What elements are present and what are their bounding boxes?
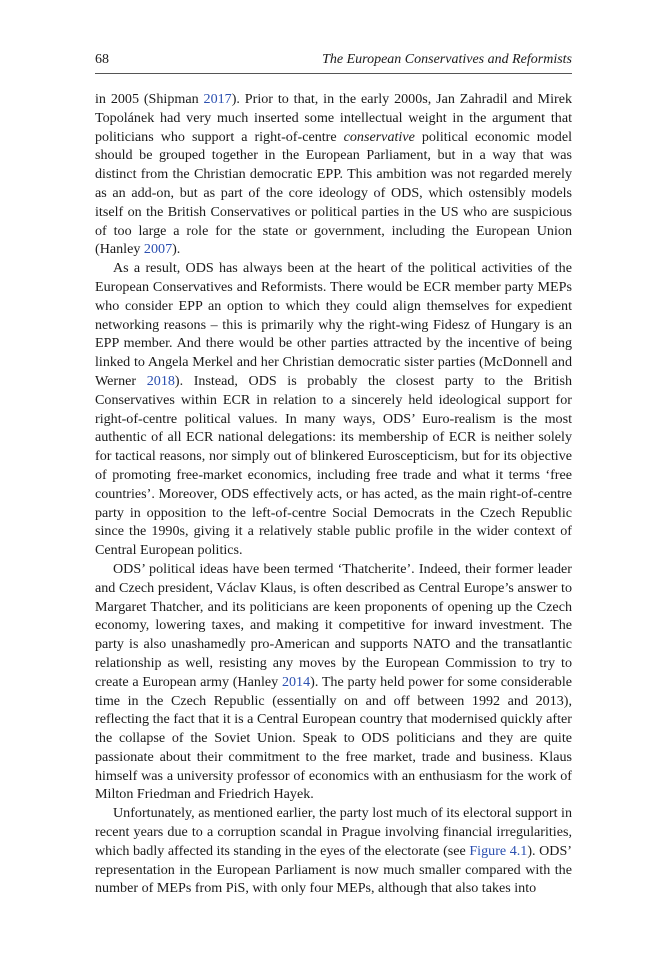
paragraph: [95, 259, 572, 560]
text-run: ODS’ political ideas have been termed ‘Thatcherite’. Indeed, their former leader and Czech president, Václav Klaus, is often described as Central Europe’s answer to Margaret Thatcher, and its politicians are keen proponents of opening up the Czech economy, lowering taxes, and making it competitive for inward investment. The party is also unashamedly pro-American and supports NATO and the transatlantic relationship as well, resisting any moves by the European Commission to try to create a European army (Hanley: [95, 560, 572, 690]
citation-link[interactable]: Figure 4.1: [469, 842, 528, 859]
text-run: ). ODS’ representation in the European Parliament is now much smaller compared with the number of MEPs from PiS, with only four MEPs, although that also takes into: [95, 842, 572, 897]
text-run: As a result, ODS has always been at the heart of the political activities of the European Conservatives and Reformists. There would be ECR member party MEPs who consider EPP an option to which they could align themselves for expedient networking reasons – this is primarily why the right-wing Fidesz of Hungary is an EPP member. And there would be other parties attracted by the incentive of being linked to Angela Merkel and her Christian democratic sister parties (McDonnell and Werner: [95, 260, 572, 389]
text-run: ).: [172, 241, 181, 258]
text-run: ). Prior to that, in the early 2000s, Jan Zahradil and Mirek Topolánek had very much inserted some intellectual weight in the argument that politicians who support a right-of-centre: [95, 91, 572, 145]
citation-link[interactable]: 2014: [281, 673, 311, 690]
citation-link[interactable]: 2017: [203, 91, 232, 107]
text-run: ). The party held power for some considerable time in the Czech Republic (essentially on and off between 1992 and 2013), reflecting the fact that it is a Central European country that modernised quickly after the collapse of the Soviet Union. Speak to ODS politicians and they are quite passionate about their commitment to the free market, trade and business. Klaus himself was a university professor of economics with an enthusiasm for the work of Milton Friedman and Friedrich Hayek.: [95, 673, 573, 803]
text-run: in 2005 (Shipman: [95, 91, 204, 107]
paragraph: [95, 804, 572, 898]
citation-link[interactable]: 2018: [146, 372, 175, 389]
paragraph: [95, 90, 572, 259]
running-title: The European Conservatives and Reformists: [322, 52, 572, 67]
running-header: [95, 52, 572, 74]
text-run: ). Instead, ODS is probably the closest party to the British Conservatives within ECR in relation to a sincerely held ideological support for right-of-centre political values. In many ways, ODS’ Euro-realism is the most authentic of all ECR national delegations: its membership of ECR is neither solely for tactical reasons, nor simply out of blinkered Euroscepticism, but for its objective of promoting free-market economics, including free trade and what it terms ‘free countries’. Moreover, ODS effectively acts, or has acted, as the main right-of-centre party in opposition to the left-of-centre Social Democrats in the Czech Republic since the 1990s, giving it a relatively stable public profile in the wider context of Central European politics.: [95, 372, 572, 559]
citation-link[interactable]: 2007: [143, 241, 173, 258]
emphasis-text: conservative: [343, 128, 415, 145]
body-text: [95, 90, 572, 898]
book-page: [95, 52, 572, 898]
text-run: Unfortunately, as mentioned earlier, the party lost much of its electoral support in recent years due to a corruption scandal in Prague involving financial irregularities, which badly affected its standing in the eyes of the electorate (see: [95, 805, 572, 859]
paragraph: [95, 560, 572, 804]
page-number: 68: [95, 52, 109, 67]
text-run: political economic model should be grouped together in the European Parliament, but in a way that was distinct from the Christian democratic EPP. This ambition was not regarded merely as an add-on, but as part of the core ideology of ODS, which ostensibly models itself on the British Conservatives or political parties in the US who are suspicious of too large a role for the state or government, including the European Union (Hanley: [95, 128, 572, 258]
